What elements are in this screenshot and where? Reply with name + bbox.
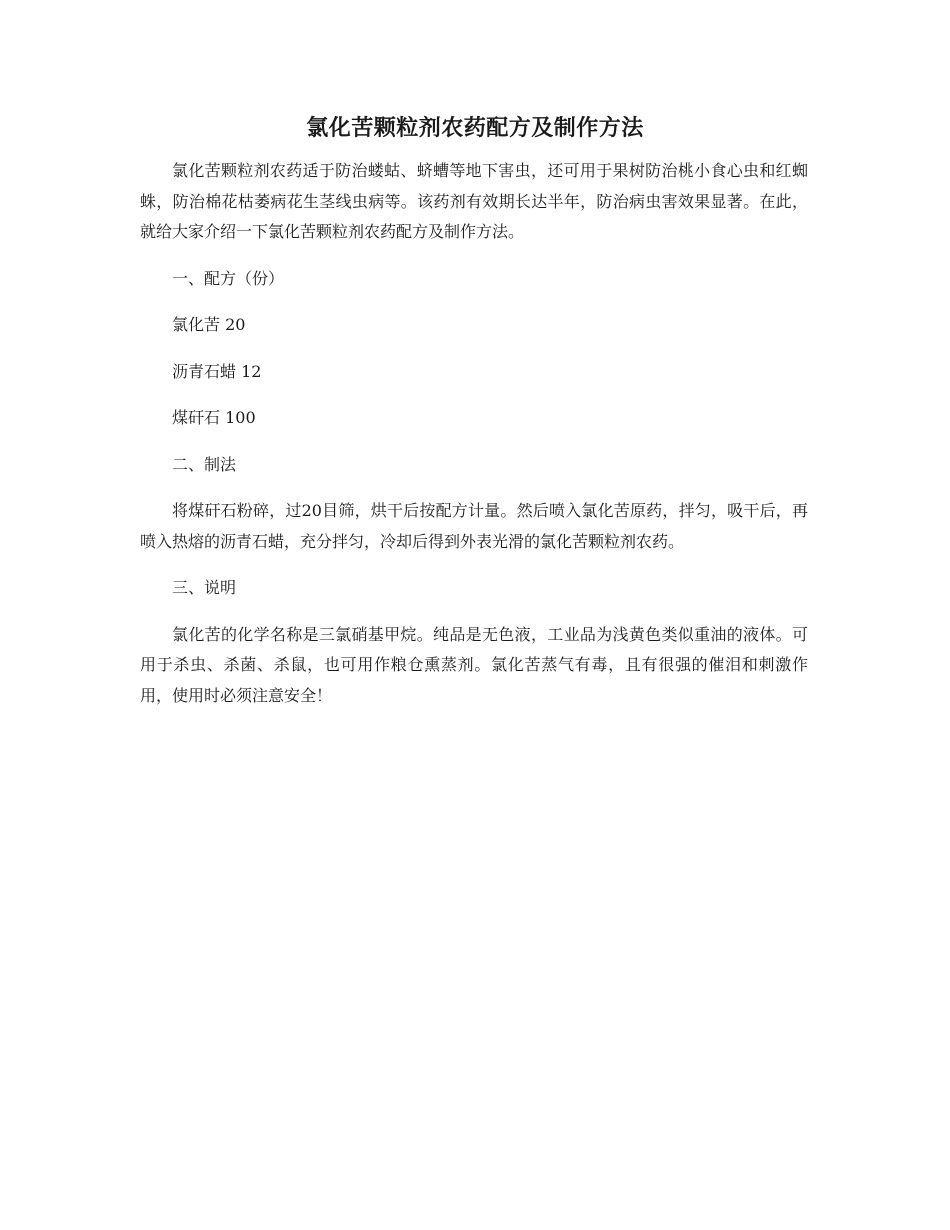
note-paragraph: 氯化苦的化学名称是三氯硝基甲烷。纯品是无色液，工业品为浅黄色类似重油的液体。可用于杀虫、杀菌、杀鼠，也可用作粮仓熏蒸剂。氯化苦蒸气有毒，且有很强的催泪和刺激作用，使用时必须注意安全！ xyxy=(140,624,808,705)
formula-item: 氯化苦 20 xyxy=(172,315,246,334)
formula-item: 煤矸石 100 xyxy=(172,408,256,427)
intro-paragraph: 氯化苦颗粒剂农药适于防治蝼蛄、蛴螬等地下害虫，还可用于果树防治桃小食心虫和红蜘蛛，防治棉花枯萎病花生茎线虫病等。该药剂有效期长达半年，防治病虫害效果显著。在此，就给大家介绍一下氯化苦颗粒剂农药配方及制作方法。 xyxy=(140,161,808,241)
document-title: 氯化苦颗粒剂农药配方及制作方法 xyxy=(306,115,644,141)
section-heading-formula: 一、配方（份） xyxy=(172,268,285,288)
document-body xyxy=(140,156,808,727)
section-heading-note: 三、说明 xyxy=(172,578,237,597)
formula-item: 沥青石蜡 12 xyxy=(172,361,262,381)
method-paragraph: 将煤矸石粉碎，过20目筛，烘干后按配方计量。然后喷入氯化苦原药，拌匀，吸干后，再喷入热熔的沥青石蜡，充分拌匀，冷却后得到外表光滑的氯化苦颗粒剂农药。 xyxy=(140,501,808,551)
section-heading-method: 二、制法 xyxy=(172,454,237,474)
